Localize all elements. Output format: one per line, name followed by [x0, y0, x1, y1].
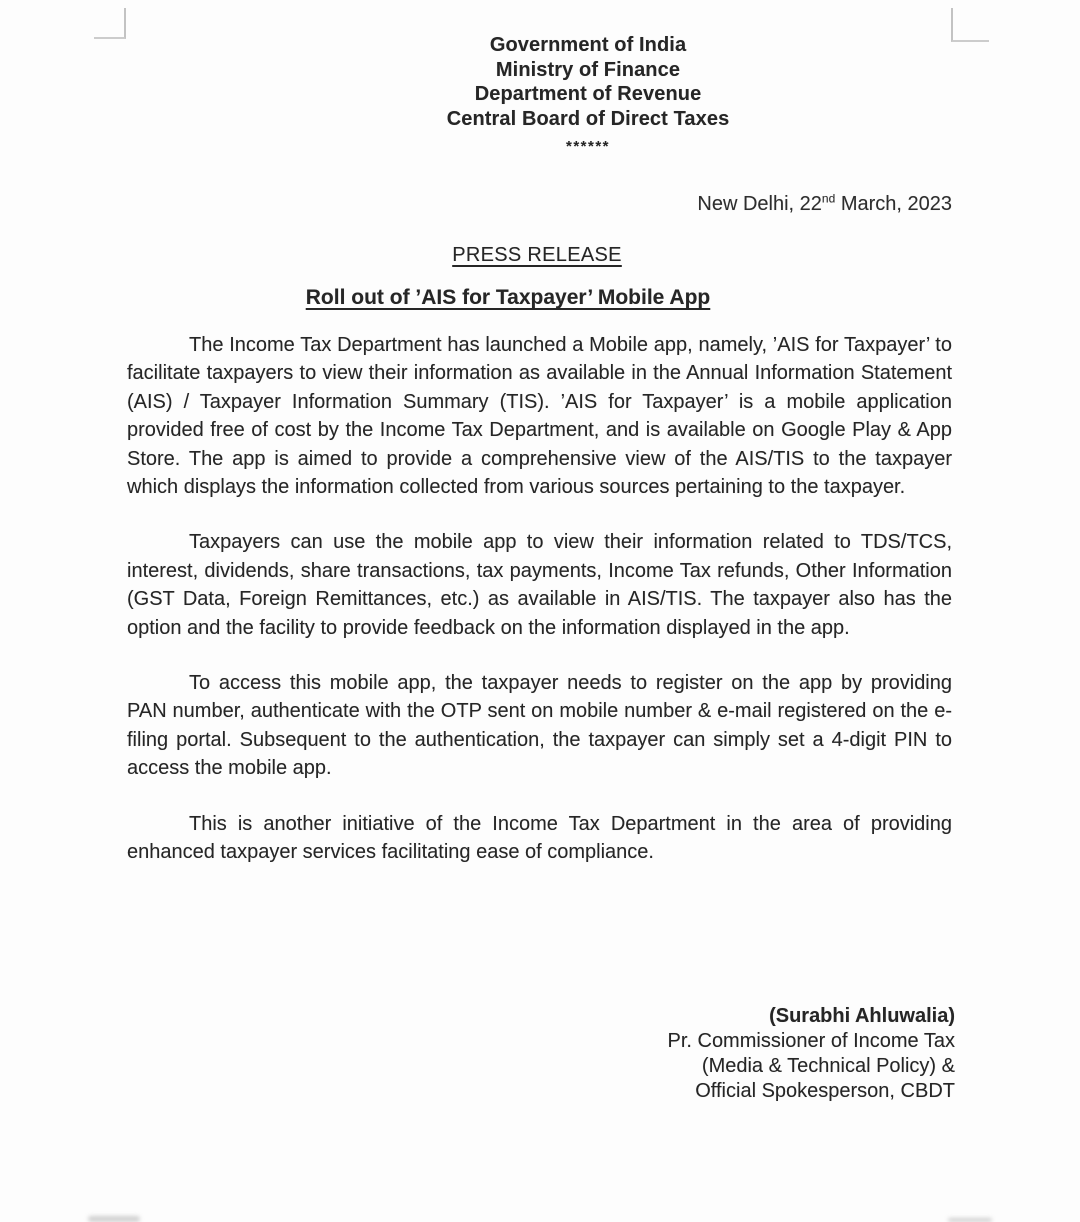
dateline-city-day: New Delhi, 22 — [697, 193, 822, 215]
dateline — [697, 193, 952, 216]
signatory-designation-line-3: Official Spokesperson, CBDT — [695, 1080, 955, 1102]
body-paragraph-2: Taxpayers can use the mobile app to view their information related to TDS/TCS, interest, dividends, share transactions, tax payments, Income Tax refunds, Other Information (GST Data, Foreign Remittances, etc.) as available in AIS/TIS. The taxpayer also has the option and the facility to provide feedback on the information displayed in the app. — [127, 531, 952, 639]
body-paragraph-3: To access this mobile app, the taxpayer needs to register on the app by providing PAN number, authenticate with the OTP sent on mobile number & e-mail registered on the e-filing portal. Subsequent to the authentication, the taxpayer can simply set a 4-digit PIN to access the mobile app. — [127, 672, 952, 780]
signature-block — [667, 1004, 955, 1104]
document-title-text: Roll out of ’AIS for Taxpayer’ Mobile App — [305, 286, 711, 309]
photo-artifact-smudge-right — [948, 1218, 992, 1222]
signatory-name: (Surabhi Ahluwalia) — [769, 1005, 955, 1027]
signatory-designation-line-2: (Media & Technical Policy) & — [701, 1055, 955, 1077]
body-text — [127, 331, 952, 894]
press-release-heading — [0, 244, 1077, 267]
letterhead-line-board: Central Board of Direct Taxes — [446, 107, 730, 130]
photo-artifact-smudge-left — [88, 1216, 140, 1222]
press-release-label: PRESS RELEASE — [452, 244, 622, 266]
dateline-ordinal: nd — [821, 191, 836, 206]
letterhead-line-ministry: Ministry of Finance — [495, 58, 681, 81]
letterhead-line-department: Department of Revenue — [474, 83, 702, 105]
letterhead — [48, 33, 1080, 160]
letterhead-line-government: Government of India — [489, 34, 687, 56]
signatory-designation-line-1: Pr. Commissioner of Income Tax — [667, 1030, 955, 1052]
dateline-rest: March, 2023 — [835, 193, 952, 215]
document-title — [0, 286, 1048, 310]
body-paragraph-4: This is another initiative of the Income Tax Department in the area of providing enhanced taxpayer services facilitating ease of compliance. — [127, 812, 952, 864]
body-paragraph-1: The Income Tax Department has launched a Mobile app, namely, ’AIS for Taxpayer’ to facilitate taxpayers to view their information as available in the Annual Information Statement (AIS) / Taxpayer Information Summary (TIS). ’AIS for Taxpayer’ is a mobile application provided free of cost by the Income Tax Department, and is available on Google Play & App Store. The app is aimed to provide a comprehensive view of the AIS/TIS to the taxpayer which displays the information collected from various sources pertaining to the taxpayer. — [127, 334, 952, 499]
asterisk-separator: ****** — [565, 138, 611, 155]
